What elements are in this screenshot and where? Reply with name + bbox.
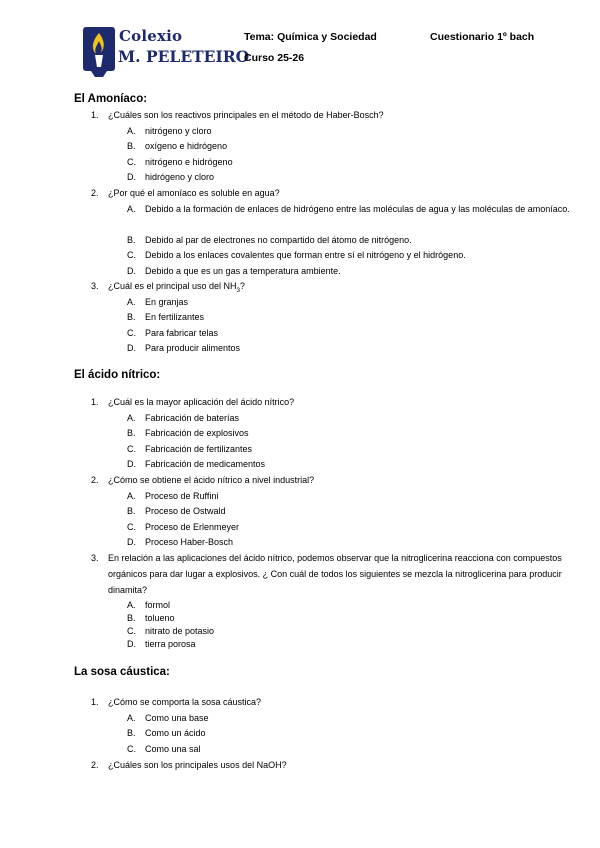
option-letter: C. — [127, 328, 136, 338]
option-letter: C. — [127, 744, 136, 754]
section-title-acido-nitrico: El ácido nítrico: — [74, 369, 161, 381]
option-text: Fabricación de medicamentos — [145, 459, 266, 469]
question-text-main: ¿Cuál es el principal uso del NH — [108, 281, 237, 291]
option-text: Proceso de Ostwald — [145, 506, 226, 516]
option-text: Debido a la formación de enlaces de hidrógeno entre las moléculas de agua y las moléculas de amoníaco. — [145, 204, 570, 214]
option-text: hidrógeno y cloro — [145, 172, 215, 182]
option-letter: A. — [127, 204, 136, 214]
section-title-amoniaco: El Amoníaco: — [74, 93, 148, 105]
option-letter: A. — [127, 713, 136, 723]
option-letter: C. — [127, 444, 136, 454]
question-text: ¿Por qué el amoníaco es soluble en agua? — [108, 188, 280, 198]
school-name-line1: Colexio — [119, 27, 183, 45]
question-number: 1. — [91, 697, 99, 707]
option-text: Proceso Haber-Bosch — [145, 537, 234, 547]
option-letter: A. — [127, 413, 136, 423]
option-text: Debido al par de electrones no compartido del átomo de nitrógeno. — [145, 235, 412, 245]
quiz-label: Cuestionario 1º bach — [430, 31, 535, 43]
option-text: nitrógeno e hidrógeno — [145, 157, 233, 167]
option-letter: B. — [127, 312, 136, 322]
option-text: Fabricación de baterías — [145, 413, 240, 423]
question-number: 2. — [91, 475, 99, 485]
option-text: Como una base — [145, 713, 209, 723]
option-letter: C. — [127, 157, 136, 167]
question-text-end: ? — [239, 281, 245, 291]
option-text: Como un ácido — [145, 728, 206, 738]
option-letter: A. — [127, 126, 136, 136]
question-text: ¿Cuáles son los principales usos del NaOH? — [108, 760, 287, 770]
option-letter: D. — [127, 537, 136, 547]
option-text: tierra porosa — [145, 639, 196, 649]
option-text: En fertilizantes — [145, 312, 205, 322]
option-letter: D. — [127, 172, 136, 182]
question-text: ¿Cuáles son los reactivos principales en el método de Haber-Bosch? — [108, 110, 384, 120]
torch-logo-icon — [83, 27, 115, 77]
option-text: En granjas — [145, 297, 189, 307]
document-header — [0, 0, 600, 80]
option-letter: B. — [127, 428, 136, 438]
option-letter: B. — [127, 141, 136, 151]
option-text: nitrógeno y cloro — [145, 126, 212, 136]
option-letter: B. — [127, 728, 136, 738]
option-text: Debido a que es un gas a temperatura ambiente. — [145, 266, 341, 276]
option-letter: D. — [127, 266, 136, 276]
option-text: Debido a los enlaces covalentes que forman entre sí el nitrógeno y el hidrógeno. — [145, 250, 466, 260]
question-number: 3. — [91, 281, 99, 291]
option-text: Para producir alimentos — [145, 343, 241, 353]
option-text: nitrato de potasio — [145, 626, 215, 636]
option-text: Proceso de Ruffini — [145, 491, 219, 501]
option-letter: B. — [127, 235, 136, 245]
option-letter: C. — [127, 250, 136, 260]
option-letter: C. — [127, 522, 136, 532]
option-letter: A. — [127, 491, 136, 501]
question-number: 2. — [91, 188, 99, 198]
option-letter: C. — [127, 626, 136, 636]
option-letter: D. — [127, 343, 136, 353]
option-letter: A. — [127, 600, 136, 610]
question-text: En relación a las aplicaciones del ácido nítrico, podemos observar que la nitroglicerina reacciona con compuestos orgánicos para dar lugar a explosivos. ¿ Con cuál de todos los siguientes se mezcla la nitroglicerina para producir dinamita? — [108, 553, 562, 595]
question-number: 1. — [91, 110, 99, 120]
subscript-3: 3 — [236, 287, 240, 294]
question-number: 1. — [91, 397, 99, 407]
option-text: Para fabricar telas — [145, 328, 219, 338]
option-text: tolueno — [145, 613, 175, 623]
course-label: Curso 25-26 — [244, 52, 305, 64]
option-letter: D. — [127, 459, 136, 469]
school-name-line2: M. PELETEIRO — [118, 47, 250, 66]
question-text: ¿Cuál es la mayor aplicación del ácido nítrico? — [108, 397, 295, 407]
option-text: Como una sal — [145, 744, 201, 754]
option-letter: B. — [127, 613, 136, 623]
option-letter: A. — [127, 297, 136, 307]
question-text: ¿Cómo se comporta la sosa cáustica? — [108, 697, 262, 707]
option-letter: B. — [127, 506, 136, 516]
question-number: 2. — [91, 760, 99, 770]
option-text: Proceso de Erlenmeyer — [145, 522, 240, 532]
option-text: formol — [145, 600, 171, 610]
question-text: ¿Cómo se obtiene el ácido nítrico a nivel industrial? — [108, 475, 315, 485]
option-text: oxígeno e hidrógeno — [145, 141, 228, 151]
option-text: Fabricación de fertilizantes — [145, 444, 253, 454]
question-number: 3. — [91, 553, 99, 563]
option-text: Fabricación de explosivos — [145, 428, 249, 438]
section-title-sosa-caustica: La sosa cáustica: — [74, 666, 170, 678]
topic-label: Tema: Química y Sociedad — [244, 31, 377, 43]
option-letter: D. — [127, 639, 136, 649]
